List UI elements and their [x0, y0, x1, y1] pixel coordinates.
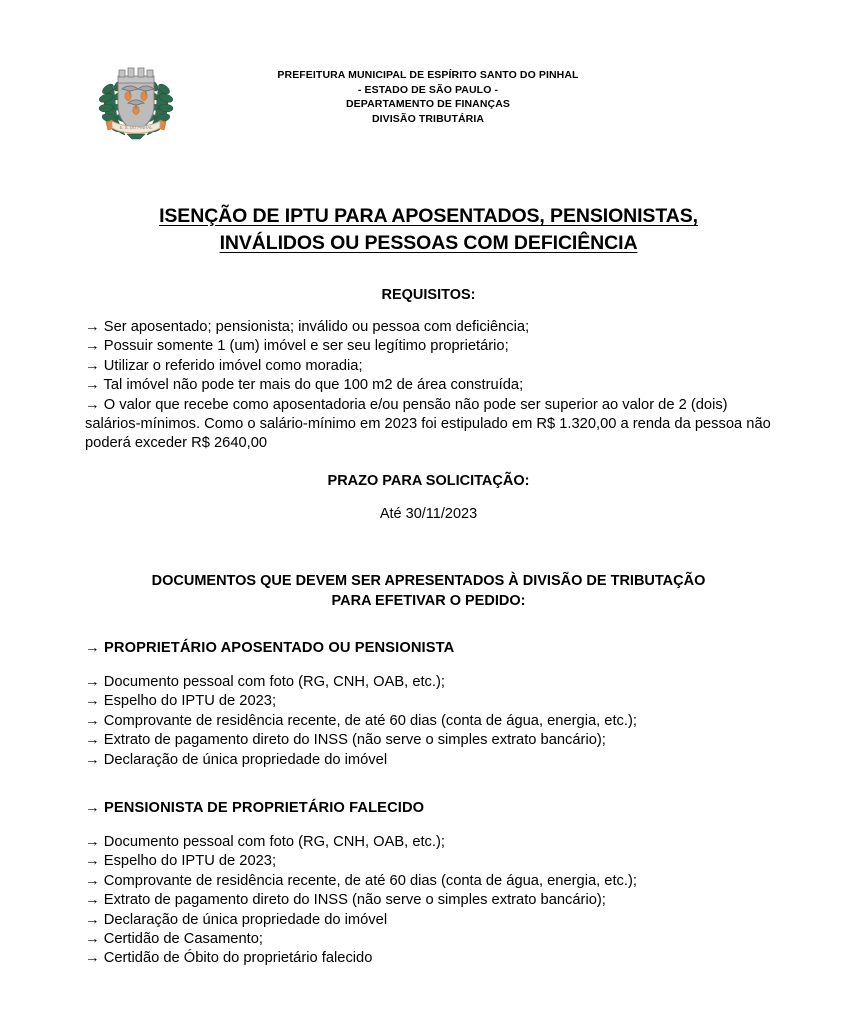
section-heading-pensionista-falecido: → PENSIONISTA DE PROPRIETÁRIO FALECIDO [85, 800, 425, 816]
requisitos-heading: REQUISITOS: [381, 287, 476, 303]
section-list-pensionista-falecido [85, 833, 779, 969]
svg-text:E. S. DO PINHAL: E. S. DO PINHAL [119, 125, 153, 130]
section-list-proprietario-aposentado [85, 673, 779, 770]
requisitos-list [85, 318, 779, 454]
requisitos-item: → Tal imóvel não pode ter mais do que 100 m2 de área construída; [85, 377, 524, 394]
prazo-heading: PRAZO PARA SOLICITAÇÃO: [327, 473, 530, 489]
document-item: → Espelho do IPTU de 2023; [85, 693, 277, 710]
document-item: → Declaração de única propriedade do imóvel [85, 751, 388, 768]
document-item: → Comprovante de residência recente, de até 60 dias (conta de água, energia, etc.); [85, 872, 637, 889]
requisitos-item: → O valor que recebe como aposentadoria e/ou pensão não pode ser superior ao valor de 2 (dois) salários-mínimos. Como o salário-mínimo em 2023 foi estipulado em R$ 1.320,00 a renda da pessoa não poderá exceder R$ 2640,00 [85, 396, 771, 452]
letterhead [0, 60, 857, 146]
letterhead-line-4: DIVISÃO TRIBUTÁRIA [371, 112, 485, 125]
requisitos-item: → Possuir somente 1 (um) imóvel e ser seu legítimo proprietário; [85, 338, 509, 355]
letterhead-line-2: - ESTADO DE SÃO PAULO - [357, 83, 499, 96]
letterhead-line-3: DEPARTAMENTO DE FINANÇAS [346, 98, 510, 110]
document-item: → Comprovante de residência recente, de até 60 dias (conta de água, energia, etc.); [85, 712, 637, 729]
page-title [0, 203, 857, 257]
document-item: → Extrato de pagamento direto do INSS (não serve o simples extrato bancário); [85, 892, 606, 909]
document-item: → Declaração de única propriedade do imóvel [85, 911, 388, 928]
municipal-coat-of-arms-icon [94, 62, 178, 144]
document-item: → Extrato de pagamento direto do INSS (não serve o simples extrato bancário); [85, 732, 606, 749]
document-item: → Documento pessoal com foto (RG, CNH, OAB, etc.); [85, 674, 445, 690]
document-item: → Certidão de Óbito do proprietário falecido [85, 950, 373, 967]
letterhead-text [188, 68, 668, 126]
page-title-line-1: ISENÇÃO DE IPTU PARA APOSENTADOS, PENSIONISTAS, [159, 205, 698, 227]
requisitos-item: → Ser aposentado; pensionista; inválido ou pessoa com deficiência; [85, 319, 530, 335]
prazo-value: Até 30/11/2023 [379, 506, 478, 522]
document-item: → Certidão de Casamento; [85, 931, 263, 948]
section-heading-proprietario-aposentado: → PROPRIETÁRIO APOSENTADO OU PENSIONISTA [85, 640, 455, 656]
documentos-heading-line-1: DOCUMENTOS QUE DEVEM SER APRESENTADOS À DIVISÃO DE TRIBUTAÇÃO [151, 573, 706, 589]
page-title-line-2: INVÁLIDOS OU PESSOAS COM DEFICIÊNCIA [219, 232, 638, 254]
letterhead-line-1: PREFEITURA MUNICIPAL DE ESPÍRITO SANTO DO PINHAL [277, 69, 579, 81]
document-item: → Espelho do IPTU de 2023; [85, 853, 277, 870]
documentos-heading [0, 571, 857, 611]
documentos-heading-line-2: PARA EFETIVAR O PEDIDO: [331, 593, 526, 609]
requisitos-item: → Utilizar o referido imóvel como moradia; [85, 357, 363, 374]
document-item: → Documento pessoal com foto (RG, CNH, OAB, etc.); [85, 834, 445, 850]
